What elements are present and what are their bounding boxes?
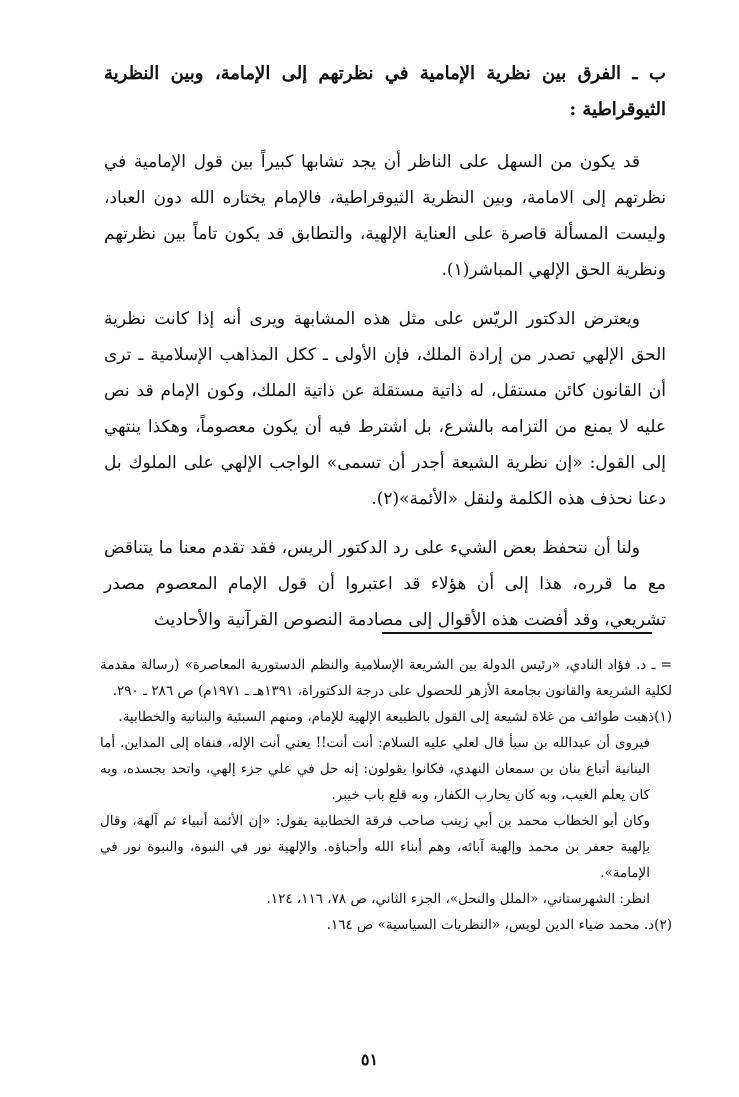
section-heading: ب ـ الفرق بين نظرية الإمامية في نظرتهم إلى الإمامة، وبين النظرية الثيوقراطية : xyxy=(104,63,666,120)
footnote-1-paragraph-2: فيروى أن عبدالله بن سبأ قال لعلي عليه السلام: أنت أنت!! يعني أنت الإله، فنفاه إلى المداين. أما البنانية أتباع بنان بن سمعان النهدي، فكانوا يقولون: إنه حل في علي جزء إلهي، واتحد بجسده، وبه كان يعلم الغيب، وبه كان يحارب الكفار، وبه قلع باب خيبر. xyxy=(100,735,650,803)
footnote-continuation: = ـ د. فؤاد النادي، «رئيس الدولة بين الشريعة الإسلامية والنظم الدستورية المعاصرة» (رسالة مقدمة لكلية الشريعة والقانون بجامعة الأزهر للحصول على درجة الدكتوراة، ١٣٩١هـ ـ ١٩٧١م) ص ٢٨٦ ـ ٢٩٠. xyxy=(100,657,672,699)
footnote-1-paragraph-3: وكان أبو الخطاب محمد بن أبي زينب صاحب فرقة الخطابية يقول: «إن الأئمة أنبياء ثم آلهة، وقال بإلهية جعفر بن محمد وإلهية آبائه، وهم أبناء الله وأحباؤه. والإلهية نور في النبوة، والنبوة نور في الإمامة». xyxy=(100,813,650,881)
page-number: ٥١ xyxy=(360,1050,379,1069)
footnote-2-text: د. محمد ضياء الدين لويس، «النظريات السياسية» ص ١٦٤. xyxy=(326,917,655,933)
main-text xyxy=(104,56,666,651)
footnotes xyxy=(100,652,672,938)
footnote-1-reference: انظر: الشهرستاني، «الملل والنحل»، الجزء الثاني، ص ٧٨، ١١٦، ١٢٤. xyxy=(266,891,650,907)
footnote-1-text: ذهبت طوائف من غلاة لشيعة إلى القول بالطبيعة الإلهية للإمام، ومنهم السبئية والبنانية والخطابية. xyxy=(118,709,655,725)
footnote-2 xyxy=(100,912,672,938)
footnote-1-marker: (١) xyxy=(654,709,672,725)
paragraph-1: قد يكون من السهل على الناظر أن يجد تشابها كبيراً بين قول الإمامية في نظرتهم إلى الامامة، وبين النظرية الثيوقراطية، فالإمام يختاره الله دون العباد، وليست المسألة قاصرة على العناية الإلهية، والتطابق قد يكون تاماً بين نظرتهم ونظرية الحق الإلهي المباشر(١). xyxy=(104,152,666,280)
footnote-1 xyxy=(100,704,672,730)
footnote-2-marker: (٢) xyxy=(654,917,672,933)
footnote-separator xyxy=(382,632,652,634)
paragraph-3: ولنا أن نتحفظ بعض الشيء على رد الدكتور الريس، فقد تقدم معنا ما يتناقض مع ما قرره، هذا إلى أن هؤلاء قد اعتبروا أن قول الإمام المعصوم مصدر تشريعي، وقد أفضت هذه الأقوال إلى مصادمة النصوص القرآنية والأحاديث xyxy=(104,538,666,630)
paragraph-2: ويعترض الدكتور الريّس على مثل هذه المشابهة ويرى أنه إذا كانت نظرية الحق الإلهي تصدر من إرادة الملك، فإن الأولى ـ ككل المذاهب الإسلامية ـ ترى أن القانون كائن مستقل، له ذاتية مستقلة عن ذاتية الملك، وكون الإمام قد نص عليه لا يمنع من التزامه بالشرع، بل اشترط فيه أن يكون معصوماً، وهكذا ينتهي إلى القول: «إن نظرية الشيعة أجدر أن تسمى» الواجب الإلهي على الملوك بل دعنا نحذف هذه الكلمة ولنقل «الأئمة»(٢). xyxy=(104,309,666,509)
